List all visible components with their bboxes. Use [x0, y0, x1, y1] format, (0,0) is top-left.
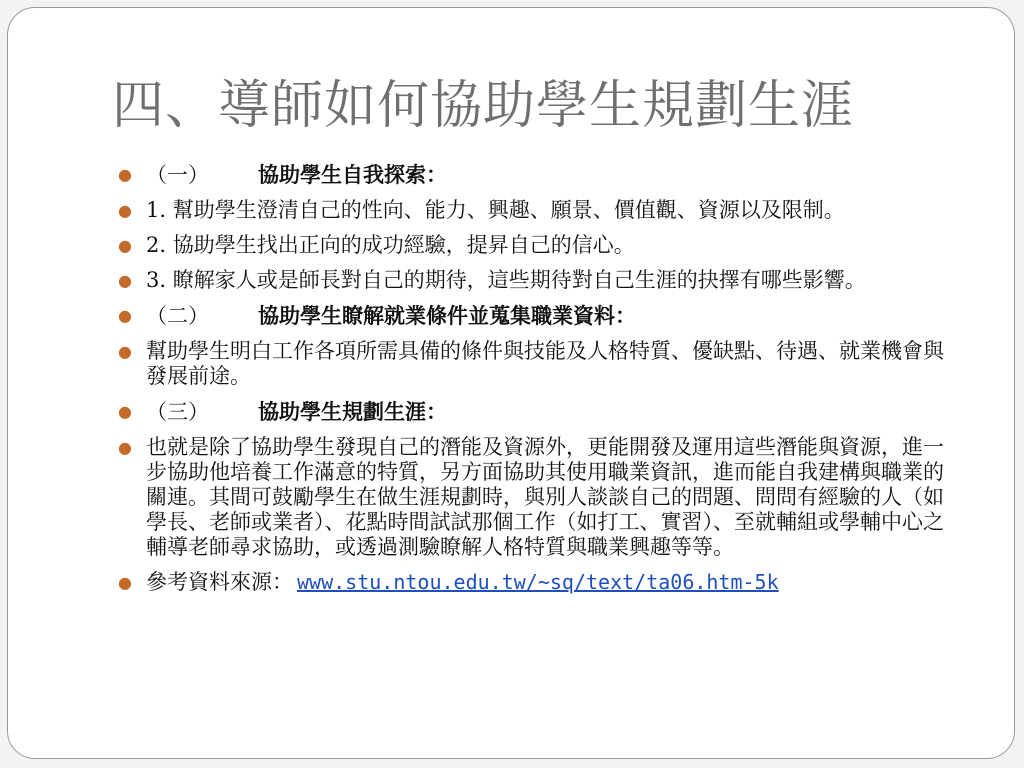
bullet-item-2: [118, 198, 958, 223]
slide-content: [118, 162, 958, 605]
reference-link[interactable]: www.stu.ntou.edu.tw/~sq/text/ta06.htm-5k: [297, 570, 779, 594]
bullet-icon: ●: [118, 201, 132, 220]
bullet-item-3: [118, 233, 958, 258]
bullet-icon: ●: [118, 236, 132, 255]
section-heading: 協助學生自我探索：: [258, 162, 447, 187]
bullet-icon: ●: [118, 271, 132, 290]
bullet-item-4: [118, 268, 958, 293]
section-number: （一）: [146, 163, 209, 187]
bullet-item-8: [118, 435, 958, 560]
bullet-item-5: [118, 303, 958, 329]
bullet-text: 也就是除了協助學生發現自己的潛能及資源外，更能開發及運用這些潛能與資源，進一步協助他培養工作滿意的特質，另方面協助其使用職業資訊，進而能自我建構與職業的關連。其間可鼓勵學生在做生涯規劃時，與別人談談自己的問題、問問有經驗的人（如學長、老師或業者）、花點時間試試那個工作（如打工、實習）、至就輔組或學輔中心之輔導老師尋求協助，或透過測驗瞭解人格特質與職業興趣等等。: [146, 435, 944, 559]
bullet-text: 3. 瞭解家人或是師長對自己的期待，這些期待對自己生涯的抉擇有哪些影響。: [146, 268, 866, 292]
bullet-text: 2. 協助學生找出正向的成功經驗，提昇自己的信心。: [146, 233, 635, 257]
bullet-text: 1. 幫助學生澄清自己的性向、能力、興趣、願景、價值觀、資源以及限制。: [146, 198, 845, 222]
section-number: （三）: [146, 400, 209, 424]
bullet-icon: ●: [118, 438, 132, 457]
bullet-item-9: [118, 570, 958, 595]
bullet-icon: ●: [118, 165, 132, 184]
bullet-icon: ●: [118, 306, 132, 325]
bullet-icon: ●: [118, 402, 132, 421]
bullet-item-6: [118, 339, 958, 389]
bullet-text: 幫助學生明白工作各項所需具備的條件與技能及人格特質、優缺點、待遇、就業機會與發展前途。: [146, 339, 944, 388]
slide-title: 四、導師如何協助學生規劃生涯: [112, 76, 855, 136]
section-heading: 協助學生規劃生涯：: [258, 399, 447, 424]
reference-label: 參考資料來源：: [146, 570, 293, 594]
bullet-item-1: [118, 162, 958, 188]
section-number: （二）: [146, 304, 209, 328]
section-heading: 協助學生瞭解就業條件並蒐集職業資料：: [258, 303, 636, 328]
bullet-icon: ●: [118, 342, 132, 361]
bullet-icon: ●: [118, 573, 132, 592]
bullet-item-7: [118, 399, 958, 425]
